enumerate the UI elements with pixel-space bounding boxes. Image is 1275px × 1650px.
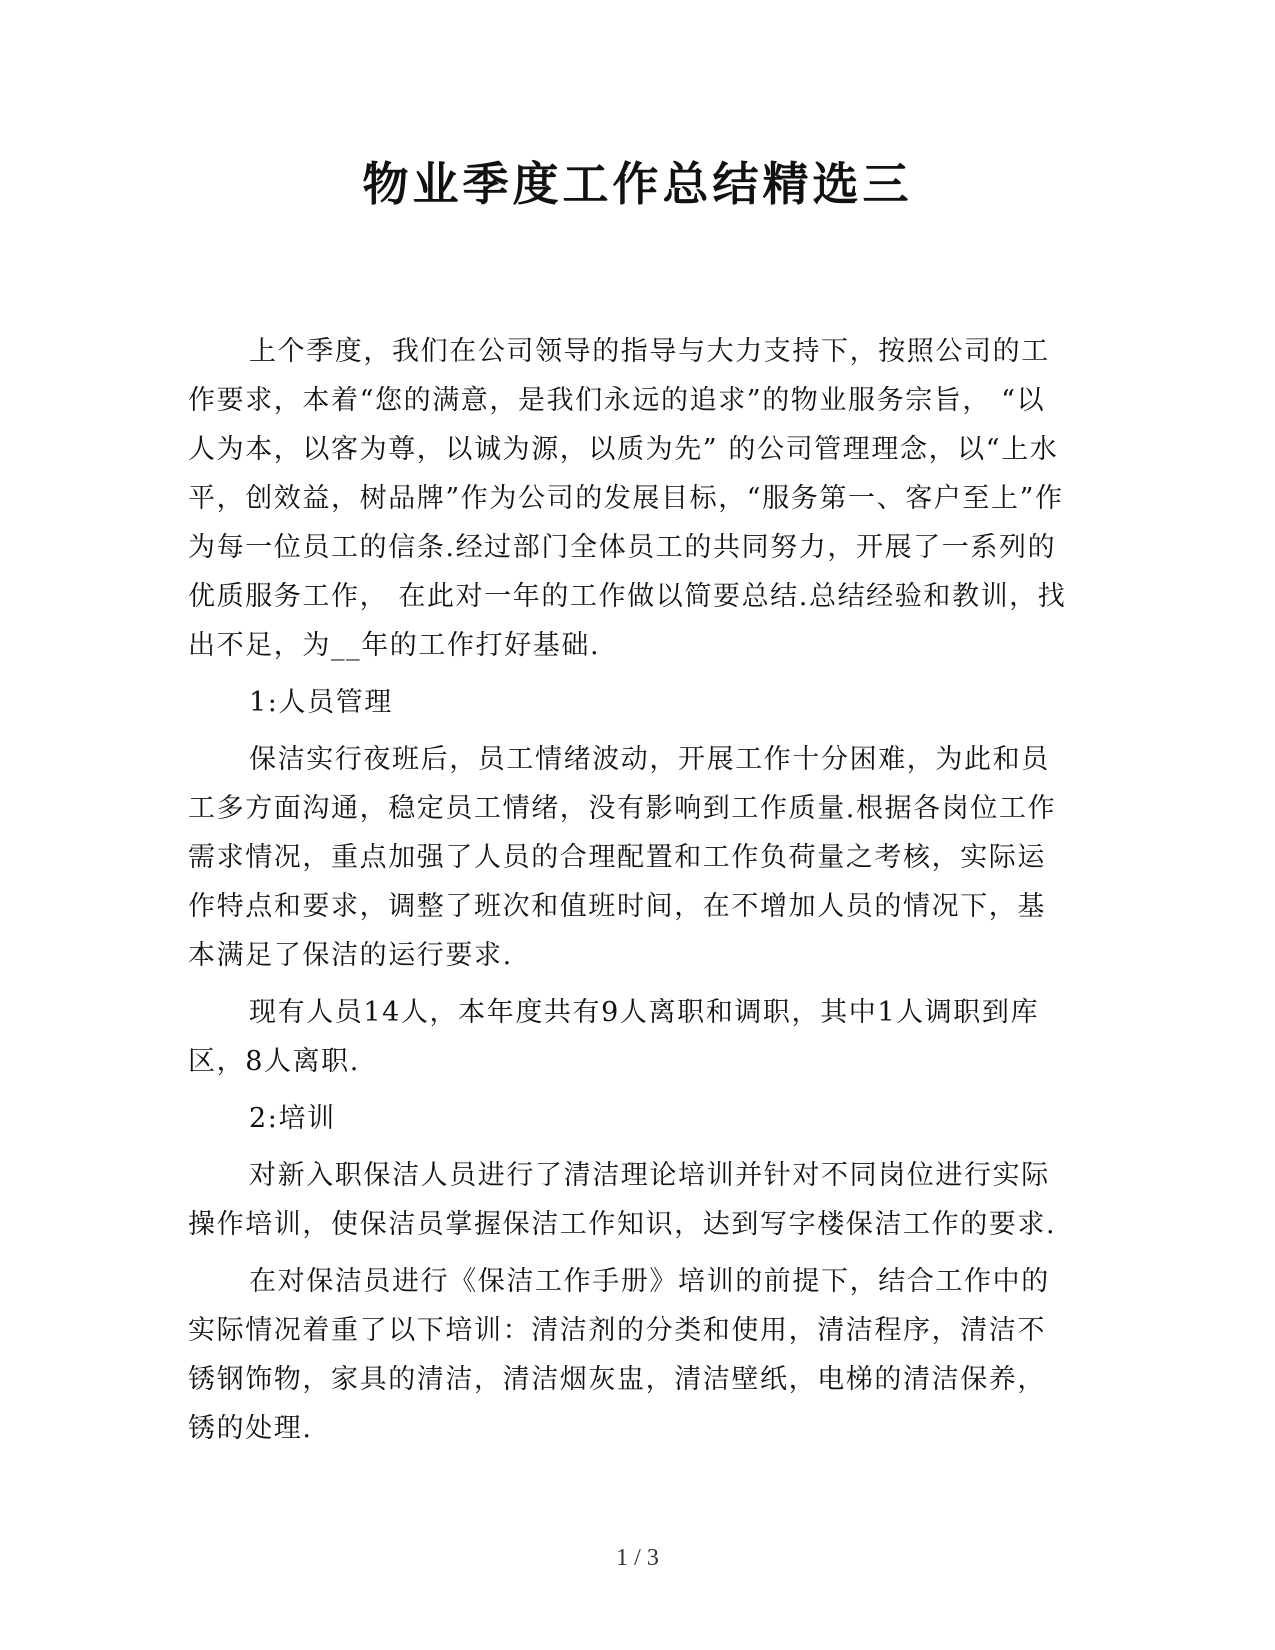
section-heading-personnel: 1:人员管理 — [249, 687, 393, 718]
paragraph-staff-count: 现有人员14人，本年度共有9人离职和调职，其中1人调职到库区，8人离职. — [188, 997, 1040, 1077]
page-number: 1 / 3 — [616, 1545, 659, 1571]
paragraph-personnel: 保洁实行夜班后，员工情绪波动，开展工作十分困难，为此和员工多方面沟通，稳定员工情绪，没有影响到工作质量.根据各岗位工作需求情况，重点加强了人员的合理配置和工作负荷量之考核，实际运作特点和要求，调整了班次和值班时间，在不增加人员的情况下，基本满足了保洁的运行要求. — [188, 744, 1057, 971]
paragraph-training-new-staff: 对新入职保洁人员进行了清洁理论培训并针对不同岗位进行实际操作培训，使保洁员掌握保洁工作知识，达到写字楼保洁工作的要求. — [188, 1160, 1057, 1240]
paragraph-intro: 上个季度，我们在公司领导的指导与大力支持下，按照公司的工作要求，本着“您的满意，是我们永远的追求”的物业服务宗旨， “以人为本，以客为尊，以诚为源，以质为先” 的公司管理理念，以“上水平，创效益，树品牌”作为公司的发展目标，“服务第一、客户至上”作为每一位员工的信条.经过部门全体员工的共同努力，开展了一系列的优质服务工作， 在此对一年的工作做以简要总结.总结经验和教训，找出不足，为__年的工作打好基础. — [188, 336, 1067, 661]
document-body — [188, 327, 1068, 1461]
paragraph-training-manual: 在对保洁员进行《保洁工作手册》培训的前提下，结合工作中的实际情况着重了以下培训：清洁剂的分类和使用，清洁程序，清洁不锈钢饰物，家具的清洁，清洁烟灰盅，清洁壁纸，电梯的清洁保养，锈的处理. — [188, 1266, 1050, 1444]
document-title: 物业季度工作总结精选三 — [362, 157, 913, 211]
section-heading-training: 2:培训 — [249, 1103, 336, 1134]
